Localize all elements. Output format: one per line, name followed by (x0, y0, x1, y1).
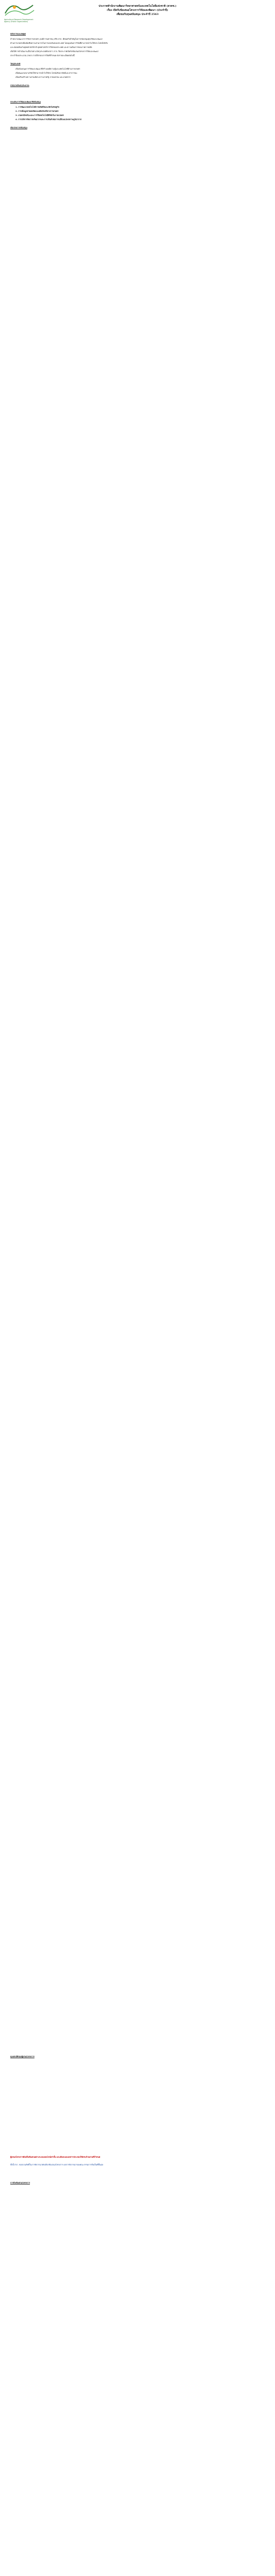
title-line-2: เรื่อง เปิดรับข้อเสนอโครงการวิจัยและพัฒนา (ประจำปี) (107, 9, 168, 12)
title-line-3: เพื่อขอรับทุนสนับสนุน ประจำปี 2563 (116, 13, 159, 16)
arda-logo-icon (4, 2, 35, 18)
objective-item: เพื่อเสริมสร้างความร่วมมือระหว่างภาครัฐ ภาคเอกชน และเกษตรกร (15, 76, 71, 78)
research-item: 2. การเพิ่มมูลค่าผลผลิตและผลิตภัณฑ์ทางการเกษตร (15, 110, 59, 112)
intro-line: ประจำปีงบประมาณ 2563 ภายใต้กรอบการวิจัยที่กำหนด ดังรายละเอียดต่อไปนี้ (10, 55, 75, 57)
intro-line: และสอดคล้องกับยุทธศาสตร์ชาติ ยุทธศาสตร์การวิจัยของประเทศ และความต้องการของภาคการผลิต (10, 46, 92, 48)
research-item: 3. เกษตรอัจฉริยะและการใช้เทคโนโลยีดิจิทัลในภาคเกษตร (15, 114, 64, 116)
important-note: ผู้เสนอโครงการต้องยื่นข้อเสนอผ่านระบบออนไลน์เท่านั้น และต้องแนบเอกสารประกอบให้ครบถ้วนตามที่กำหนด (10, 2156, 101, 2158)
logo-caption: Agricultural Research Development Agency (Public Organization) (4, 19, 34, 23)
research-item: 4. การบริหารจัดการทรัพยากรและการปรับตัวต่อการเปลี่ยนแปลงสภาพภูมิอากาศ (15, 118, 82, 121)
submission-heading: การยื่นข้อเสนอโครงการ (10, 2182, 30, 2184)
intro-line: สำนักงานพัฒนาการวิจัยการเกษตร (องค์การมหาชน) หรือ สวก. มีพันธกิจสำคัญในการสนับสนุนทุนวิจัยและพัฒนา (10, 38, 103, 40)
title-line-1: ประกาศสำนักงานพัฒนาวิทยาศาสตร์และเทคโนโลยีแห่งชาติ (สวทช.) (99, 5, 176, 8)
objectives-heading: วัตถุประสงค์ (10, 63, 21, 65)
research-item: 1. การพัฒนาเทคโนโลยีการผลิตพืชและสัตว์เศรษฐกิจ (15, 106, 59, 108)
intro-heading: หลักการและเหตุผล (10, 33, 26, 35)
disclaimer-note: ทั้งนี้ สวก. ขอสงวนสิทธิ์ในการพิจารณาคัดเลือกข้อเสนอโครงการ ผลการพิจารณาของคณะกรรมการถือเป็นที่สิ้นสุด (10, 2164, 103, 2166)
research-heading: ประเด็นการวิจัยและพัฒนาที่สนับสนุน (10, 101, 41, 103)
intro-line: ด้านการเกษตรเพื่อเพิ่มขีดความสามารถในการแข่งขันของประเทศ โดยมุ่งเน้นการวิจัยที่สามารถนำไปใช้ประโยชน์ได้จริง (10, 42, 108, 44)
document-header (31, 4, 244, 16)
conditions-heading: เงื่อนไขการสนับสนุน (10, 127, 27, 129)
objective-item: เพื่อสนับสนุนการวิจัยและพัฒนาที่สร้างองค์ความรู้และเทคโนโลยีด้านการเกษตร (15, 68, 80, 70)
intro-line: เพื่อให้การดำเนินงานเป็นไปตามวัตถุประสงค์ดังกล่าว สวก. จึงประกาศเปิดรับข้อเสนอโครงการวิจัยและพัฒนา (10, 50, 99, 53)
objective-item: เพื่อพัฒนาผลงานวิจัยให้สามารถนำไปใช้ประโยชน์เชิงพาณิชย์และสาธารณะ (15, 72, 78, 74)
qualifications-heading: คุณสมบัติของผู้เสนอโครงการ (10, 2056, 35, 2058)
budget-heading: กรอบวงเงินงบประมาณ (10, 84, 29, 87)
